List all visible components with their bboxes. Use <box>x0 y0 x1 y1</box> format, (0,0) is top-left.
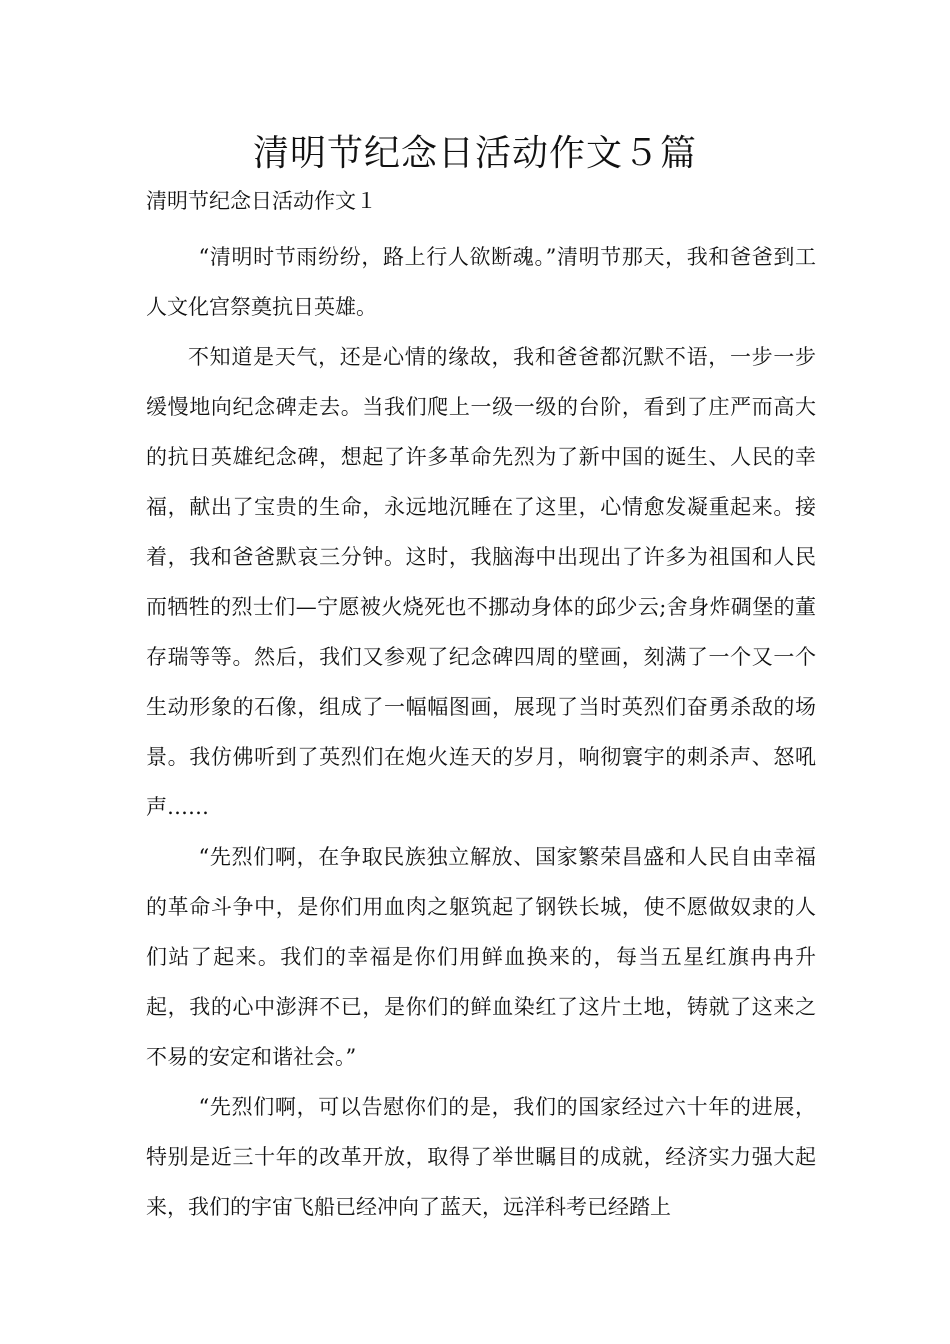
essay-subtitle: 清明节纪念日活动作文１ <box>146 189 377 213</box>
essay-body <box>146 232 816 1232</box>
paragraph-3: “先烈们啊，在争取民族独立解放、国家繁荣昌盛和人民自由幸福的革命斗争中，是你们用血肉之躯筑起了钢铁长城，使不愿做奴隶的人们站了起来。我们的幸福是你们用鲜血换来的，每当五星红旗冉冉升起，我的心中澎湃不已，是你们的鲜血染红了这片土地，铸就了这来之不易的安定和谐社会。” <box>146 845 816 1069</box>
document-title: 清明节纪念日活动作文５篇 <box>252 133 697 174</box>
paragraph-1: “清明时节雨纷纷，路上行人欲断魂。”清明节那天，我和爸爸到工人文化宫祭奠抗日英雄。 <box>146 245 816 319</box>
paragraph-4: “先烈们啊，可以告慰你们的是，我们的国家经过六十年的进展，特别是近三十年的改革开放，取得了举世瞩目的成就，经济实力强大起来，我们的宇宙飞船已经冲向了蓝天，远洋科考已经踏上 <box>146 1095 816 1219</box>
paragraph-2: 不知道是天气，还是心情的缘故，我和爸爸都沉默不语，一步一步缓慢地向纪念碑走去。当我们爬上一级一级的台阶，看到了庄严而高大的抗日英雄纪念碑，想起了许多革命先烈为了新中国的诞生、人民的幸福，献出了宝贵的生命，永远地沉睡在了这里，心情愈发凝重起来。接着，我和爸爸默哀三分钟。这时，我脑海中出现出了许多为祖国和人民而牺牲的烈士们—宁愿被火烧死也不挪动身体的邱少云;舍身炸碉堡的董存瑞等等。然后，我们又参观了纪念碑四周的壁画，刻满了一个又一个生动形象的石像，组成了一幅幅图画，展现了当时英烈们奋勇杀敌的场景。我仿佛听到了英烈们在炮火连天的岁月，响彻寰宇的刺杀声、怒吼声…… <box>146 345 816 819</box>
